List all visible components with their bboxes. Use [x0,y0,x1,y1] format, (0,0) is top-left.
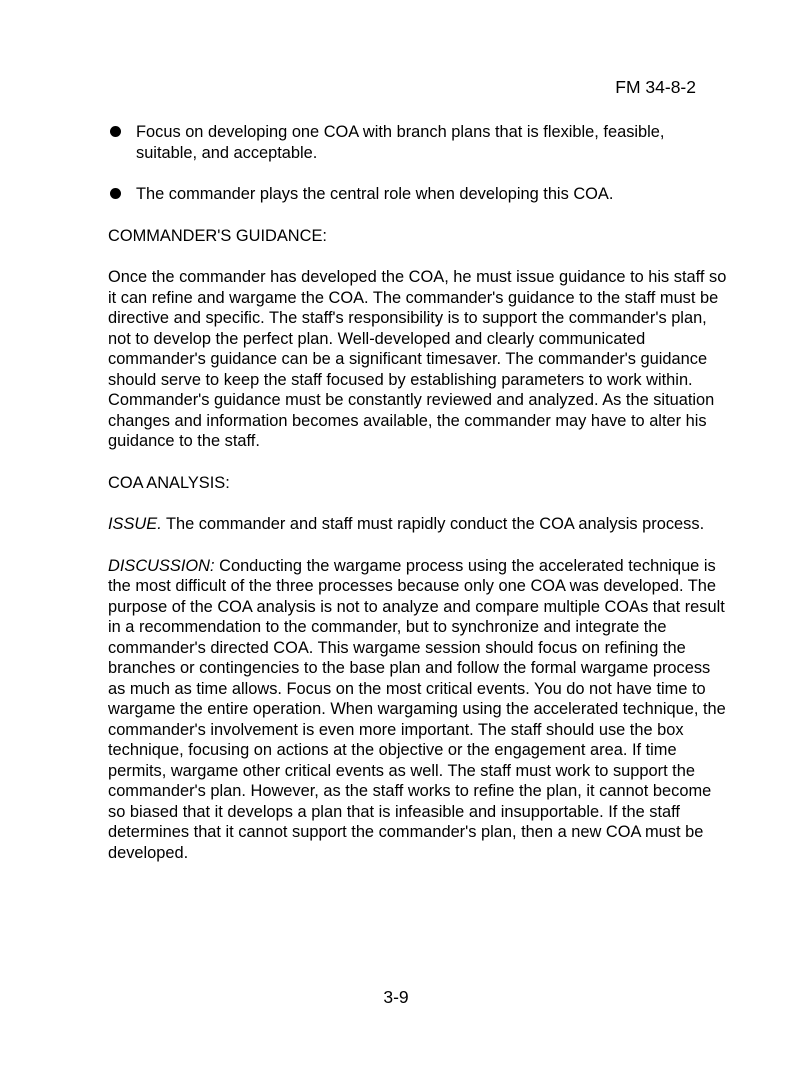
issue-label: ISSUE. [108,515,162,533]
discussion-paragraph [108,556,730,864]
discussion-label: DISCUSSION: [108,556,215,575]
commanders-guidance-paragraph: Once the commander has developed the COA, he must issue guidance to his staff so it can refine and wargame the COA. The commander's guidance to the staff must be directive and specific. The staff's responsibility is to support the commander's plan, not to develop the perfect plan. Well-developed and clearly communicated commander's guidance can be a significant timesaver. The commander's guidance should serve to keep the staff focused by establishing parameters to work within. Commander's guidance must be constantly reviewed and analyzed. As the situation changes and information becomes available, the commander may have to alter his guidance to the staff. [108,268,727,450]
issue-text: The commander and staff must rapidly conduct the COA analysis process. [161,515,705,533]
page-content [108,122,730,884]
commanders-guidance-heading: COMMANDER'S GUIDANCE: [108,226,327,245]
bullet-text: Focus on developing one COA with branch plans that is flexible, feasible, suitable, and acceptable. [136,123,665,162]
discussion-text: Conducting the wargame process using the accelerated technique is the most difficult of the three processes because only one COA was developed. The purpose of the COA analysis is not to analyze and compare multiple COAs that result in a recommendation to the commander, but to synchronize and integrate the commander's directed COA. This wargame session should focus on refining the branches or contingencies to the base plan and follow the formal wargame process as much as time allows. Focus on the most critical events. You do not have time to wargame the entire operation. When wargaming using the accelerated technique, the commander's involvement is even more important. The staff should use the box technique, focusing on actions at the objective or the engagement area. If time permits, wargame other critical events as well. The staff must work to support the commander's plan. However, as the staff works to refine the plan, it cannot become so biased that it develops a plan that is infeasible and insupportable. If the staff determines that it cannot support the commander's plan, then a new COA must be developed. [108,556,726,862]
bullet-item [108,122,730,163]
document-id-header: FM 34-8-2 [615,77,696,97]
page-number: 3-9 [383,987,409,1007]
bullet-text: The commander plays the central role when developing this COA. [136,185,614,203]
issue-paragraph [108,514,730,535]
bullet-dot-icon [110,126,121,137]
bullet-dot-icon [110,188,121,199]
bullet-item [108,184,730,205]
coa-analysis-heading: COA ANALYSIS: [108,473,230,492]
